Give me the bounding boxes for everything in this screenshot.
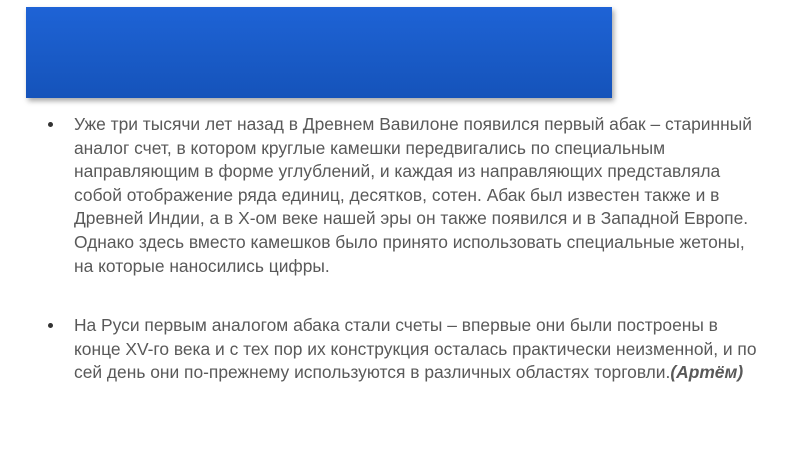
bullet-text: На Руси первым аналогом абака стали счеты – впервые они были построены в конце XV-го века и с тех пор их конструкция осталась практически неизменной, и по сей день они по-прежнему используются в различных областях торговли. (74, 315, 757, 383)
bullet-item-babylon-abacus (46, 113, 768, 278)
bullet-item-russian-schoty (46, 314, 768, 385)
slide-title-bar (26, 7, 612, 98)
bullet-text: Уже три тысячи лет назад в Древнем Вавилоне появился первый абак – старинный аналог счет, в котором круглые камешки передвигались по специальным направляющим в форме углублений, и каждая из направляющих представляла собой отображение ряда единиц, десятков, сотен. Абак был известен также и в Древней Индии, а в Х-ом веке нашей эры он также появился и в Западной Европе. Однако здесь вместо камешков было принято использовать специальные жетоны, на которые наносились цифры. (74, 114, 752, 276)
bullet-list (46, 113, 768, 385)
author-attribution: (Артём) (670, 362, 744, 383)
bullet-dot-icon (48, 323, 53, 328)
bullet-dot-icon (48, 122, 53, 127)
